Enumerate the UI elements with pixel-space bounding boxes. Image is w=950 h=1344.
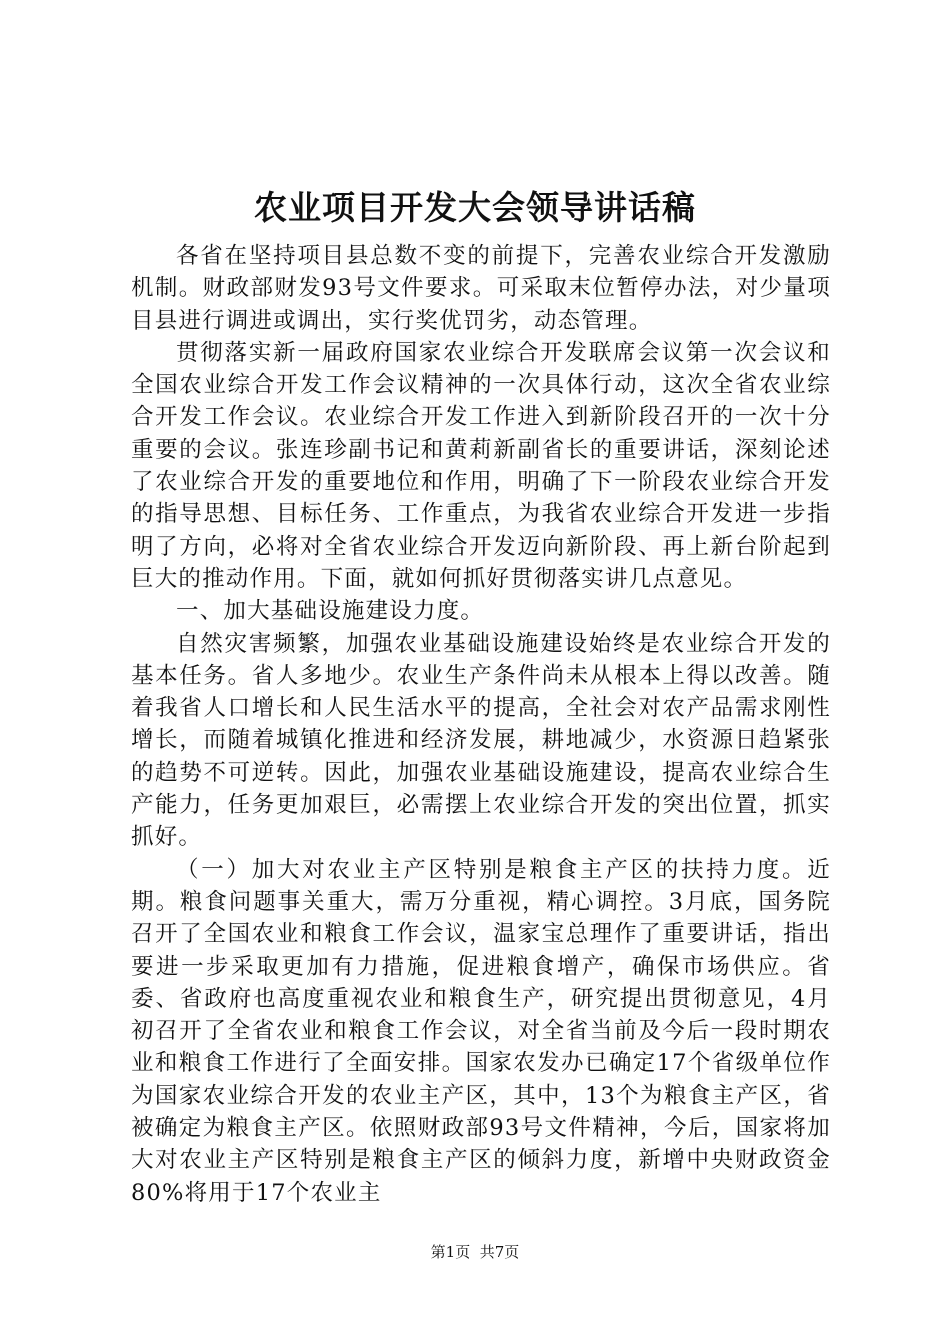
paragraph-infrastructure: 自然灾害频繁，加强农业基础设施建设始终是农业综合开发的基本任务。省人多地少。农业生产条件尚未从根本上得以改善。随着我省人口增长和人民生活水平的提高，全社会对农产品需求刚性增长，而随着城镇化推进和经济发展，耕地减少，水资源日趋紧张的趋势不可逆转。因此，加强农业基础设施建设，提高农业综合生产能力，任务更加艰巨，必需摆上农业综合开发的突出位置，抓实抓好。 [131, 630, 831, 851]
page-number: 第1页 [430, 1243, 471, 1261]
page-total: 共7页 [479, 1243, 520, 1261]
document-title: 农业项目开发大会领导讲话稿 [254, 188, 696, 227]
document-body [131, 240, 831, 1209]
paragraph-implementation: 贯彻落实新一届政府国家农业综合开发联席会议第一次会议和全国农业综合开发工作会议精神的一次具体行动，这次全省农业综合开发工作会议。农业综合开发工作进入到新阶段召开的一次十分重要的会议。张连珍副书记和黄莉新副省长的重要讲话，深刻论述了农业综合开发的重要地位和作用，明确了下一阶段农业综合开发的指导思想、目标任务、工作重点，为我省农业综合开发进一步指明了方向，必将对全省农业综合开发迈向新阶段、再上新台阶起到巨大的推动作用。下面，就如何抓好贯彻落实讲几点意见。 [131, 339, 831, 592]
paragraph-intro: 各省在坚持项目县总数不变的前提下，完善农业综合开发激励机制。财政部财发93号文件要求。可采取末位暂停办法，对少量项目县进行调进或调出，实行奖优罚劣，动态管理。 [131, 243, 831, 334]
section-heading-1: 一、加大基础设施建设力度。 [176, 598, 485, 625]
page-footer [0, 1242, 950, 1262]
paragraph-grain-support: （一）加大对农业主产区特别是粮食主产区的扶持力度。近期。粮食问题事关重大，需万分重视，精心调控。3月底，国务院召开了全国农业和粮食工作会议，温家宝总理作了重要讲话，指出要进一步采取更加有力措施，促进粮食增产，确保市场供应。省委、省政府也高度重视农业和粮食生产，研究提出贯彻意见，4月初召开了全省农业和粮食工作会议，对全省当前及今后一段时期农业和粮食工作进行了全面安排。国家农发办已确定17个省级单位作为国家农业综合开发的农业主产区，其中，13个为粮食主产区，省被确定为粮食主产区。依照财政部93号文件精神，今后，国家将加大对农业主产区特别是粮食主产区的倾斜力度，新增中央财政资金80%将用于17个农业主 [131, 856, 831, 1206]
